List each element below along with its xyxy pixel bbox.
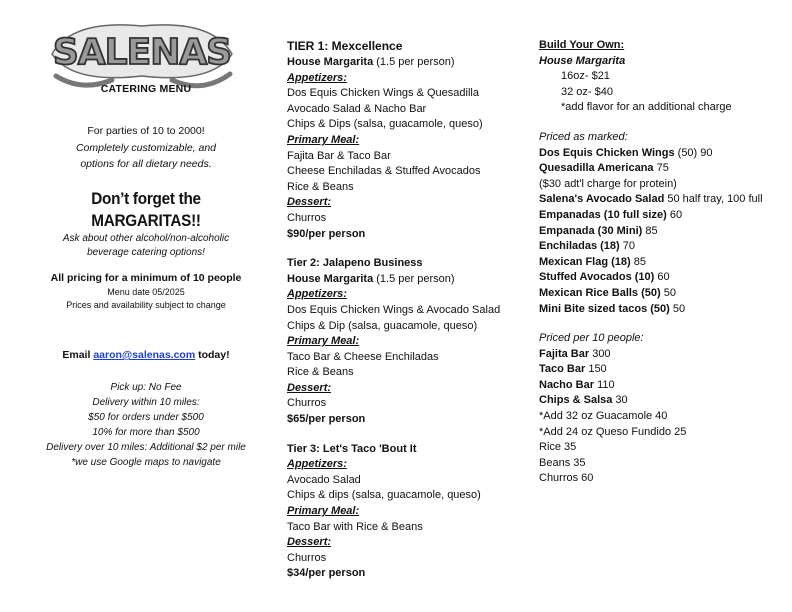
menu-item-price: 60 <box>666 208 683 221</box>
menu-item-name: Empanadas (10 full size) <box>539 208 667 221</box>
tier-price: $65/per person <box>287 413 366 426</box>
margarita-title: Don’t forget the MARGARITAS!! <box>91 189 201 230</box>
svg-text:SALENAS: SALENAS <box>52 32 232 73</box>
tier-title: TIER 1: Mexcellence <box>287 39 403 53</box>
menu-item-price: 110 <box>594 378 615 391</box>
catering-menu-title: CATERING MENU <box>100 83 192 95</box>
menu-item-price: 70 <box>619 240 635 253</box>
menu-item-name: Mini Bite sized tacos (50) <box>539 302 670 315</box>
pricing-info: All pricing for a minimum of 10 people Menu date 05/2025 Prices and availability subject to change <box>24 271 268 312</box>
delivery-info: Pick up: No Fee Delivery within 10 miles: $50 for orders under $500 10% for more than $500 Delivery over 10 miles: Additional $2 per mile *we use Google maps to navigate <box>46 382 246 468</box>
priced-per-10-title: Priced per 10 people: <box>539 332 644 345</box>
menu-item <box>539 378 784 394</box>
menu-item-price: ($30 adt'l charge for protein) <box>539 177 677 190</box>
menu-item-price: 85 <box>642 224 658 237</box>
menu-item-name: Dos Equis Chicken Wings <box>539 146 675 159</box>
menu-item <box>539 161 784 177</box>
menu-item-price: Rice 35 <box>539 441 577 454</box>
tier-1: TIER 1: Mexcellence House Margarita (1.5 per person) Appetizers: Dos Equis Chicken Wings & Quesadilla Avocado Salad & Nacho Bar Chips & Dips (salsa, guacamole, queso) Primary Meal: Fajita Bar & Taco Bar Cheese Enchiladas & Stuffed Avocados Rice & Beans Dessert: Churros $90/per person <box>287 37 527 242</box>
menu-item-price: 60 <box>654 271 670 284</box>
menu-item-price: Churros 60 <box>539 472 594 485</box>
tier-title: Tier 3: Let's Taco 'Bout It <box>287 442 417 455</box>
menu-item-name: Mexican Flag (18) <box>539 255 631 268</box>
menu-item-price: 300 <box>589 347 611 360</box>
a-la-carte-column: Build Your Own: House Margarita 16oz- $21 32 oz- $40 *add flavor for an additional charge Priced as marked: Dos Equis Chicken Wings (50) 90 Quesadilla Americana 75 ($30 adt'l charge for protein) Salena's Avocado Salad 50 half tray, 100 full Empanadas (10 full size) 60 Empanada (30 Mini) 85 Enchiladas (18) 70 Mexican Flag (18) 85 Stuffed Avocados (10) 60 Mexican Rice Balls (50) 50 Mini Bite sized tacos (50) 50 Priced per 10 people: Fajita Bar 300 Taco Bar 150 Nacho Bar 110 Chips & Salsa 30 *Add 32 oz Guacamole 40 *Add 24 oz Queso Fundido 25 Rice 35 Beans 35 Churros 60 <box>539 38 784 487</box>
menu-item-price: 50 <box>660 286 676 299</box>
priced-as-marked-title: Priced as marked: <box>539 130 628 143</box>
margarita-promo: Don’t forget the MARGARITAS!! Ask about other alcohol/non-alcoholic beverage catering options! <box>24 188 268 260</box>
menu-item-price: Beans 35 <box>539 456 586 469</box>
tier-2: Tier 2: Jalapeno Business House Margarita (1.5 per person) Appetizers: Dos Equis Chicken Wings & Avocado Salad Chips & Dip (salsa, guacamole, queso) Primary Meal: Taco Bar & Cheese Enchiladas Rice & Beans Dessert: Churros $65/per person <box>287 256 527 428</box>
menu-item <box>539 425 784 441</box>
menu-item <box>539 440 784 456</box>
menu-item <box>539 239 784 255</box>
menu-item-name: Stuffed Avocados (10) <box>539 271 655 284</box>
menu-item-price: 50 half tray, 100 full <box>664 193 763 206</box>
priced-as-marked-list <box>539 146 784 318</box>
menu-item <box>539 255 784 271</box>
menu-item <box>539 456 784 472</box>
tier-price: $90/per person <box>287 227 366 240</box>
menu-item-name: Nacho Bar <box>539 378 595 391</box>
menu-item <box>539 409 784 425</box>
email-line: Email aaron@salenas.com today! <box>62 349 230 361</box>
menu-item <box>539 393 784 409</box>
menu-item <box>539 347 784 363</box>
tier-title: Tier 2: Jalapeno Business <box>287 257 423 270</box>
menu-item-price: *Add 32 oz Guacamole 40 <box>539 410 668 423</box>
email-link[interactable]: aaron@salenas.com <box>93 349 196 361</box>
menu-item-name: Enchiladas (18) <box>539 240 620 253</box>
tiers-column <box>287 37 527 582</box>
menu-item <box>539 471 784 487</box>
byo-title: Build Your Own: <box>539 39 625 51</box>
menu-item <box>539 224 784 240</box>
menu-item <box>539 362 784 378</box>
tier-3: Tier 3: Let's Taco 'Bout It Appetizers: Avocado Salad Chips & dips (salsa, guacamole, queso) Primary Meal: Taco Bar with Rice & Beans Dessert: Churros $34/per person <box>287 442 527 582</box>
menu-item-price: 150 <box>585 363 607 376</box>
menu-item-price: 75 <box>653 162 669 175</box>
menu-item <box>539 177 784 193</box>
menu-item-price: 50 <box>669 302 686 315</box>
menu-item <box>539 208 784 224</box>
tier-price: $34/per person <box>287 567 366 580</box>
salenas-logo <box>42 14 242 94</box>
menu-item-name: Salena's Avocado Salad <box>539 193 665 206</box>
menu-item <box>539 192 784 208</box>
intro-text: For parties of 10 to 2000! Completely customizable, and options for all dietary needs. <box>75 125 217 170</box>
menu-item-price: *Add 24 oz Queso Fundido 25 <box>539 425 687 438</box>
menu-item-name: Quesadilla Americana <box>539 162 654 175</box>
menu-item <box>539 286 784 302</box>
menu-date: Menu date 05/2025 <box>107 287 185 297</box>
priced-per-10-list <box>539 347 784 487</box>
menu-item <box>539 302 784 318</box>
menu-item-price: (50) 90 <box>674 146 713 159</box>
menu-item-name: Taco Bar <box>539 363 586 376</box>
menu-item <box>539 146 784 162</box>
menu-item <box>539 270 784 286</box>
menu-item-price: 85 <box>630 255 646 268</box>
menu-item-price: 30 <box>612 394 628 407</box>
menu-item-name: Chips & Salsa <box>539 394 613 407</box>
menu-item-name: Empanada (30 Mini) <box>539 224 643 237</box>
menu-item-name: Mexican Rice Balls (50) <box>539 286 661 299</box>
menu-item-name: Fajita Bar <box>539 347 590 360</box>
